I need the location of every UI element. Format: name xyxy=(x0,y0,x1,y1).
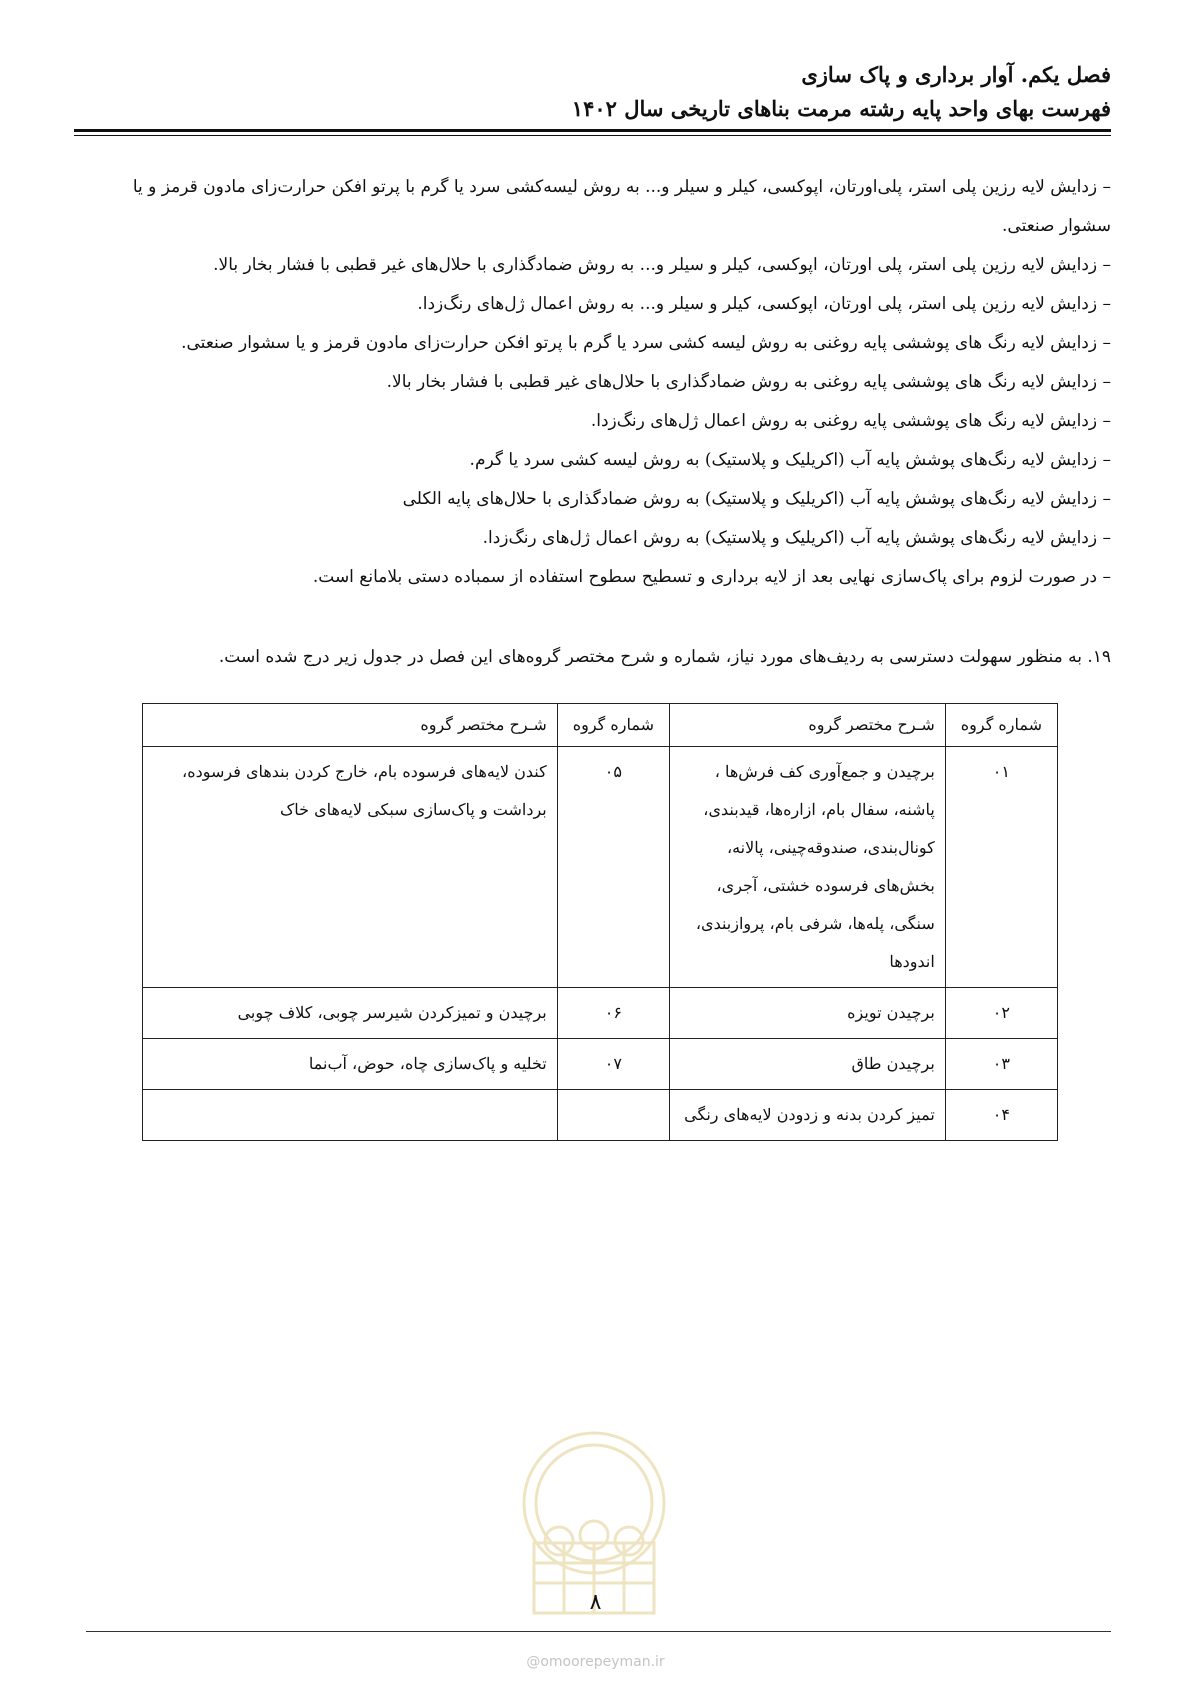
table-row xyxy=(143,1090,1058,1141)
list-item: – زدایش لایه رنگ‌های پوشش پایه آب (اکریلیک و پلاستیک) به روش لیسه کشی سرد یا گرم. xyxy=(469,450,1111,470)
group-description: برچیدن و جمع‌آوری کف فرش‌ها ، پاشنه، سفال بام، ازاره‌ها، قیدبندی، کونال‌بندی، صندوقه‌چینی، پالانه، بخش‌های فرسوده خشتی، آجری، سنگی، پله‌ها، شرفی بام، پروازبندی، اندودها xyxy=(669,747,945,988)
group-number: ۰۵ xyxy=(557,747,669,988)
list-item: – زدایش لایه رزین پلی استر، پلی اورتان، اپوکسی، کیلر و سیلر و... به روش ضمادگذاری با حلال‌های غیر قطبی با فشار بخار بالا. xyxy=(213,255,1111,275)
list-item: – در صورت لزوم برای پاک‌سازی نهایی بعد از لایه برداری و تسطیح سطوح استفاده از سمباده دستی بلامانع است. xyxy=(312,567,1111,587)
group-description: کندن لایه‌های فرسوده بام، خارج کردن بندهای فرسوده، برداشت و پاک‌سازی سبکی لایه‌های خاک xyxy=(143,747,558,988)
group-number: ۰۳ xyxy=(945,1039,1057,1090)
list-item: – زدایش لایه رنگ های پوششی پایه روغنی به روش لیسه کشی سرد یا گرم با پرتو افکن حرارت‌زای مادون قرمز و یا سشوار صنعتی. xyxy=(181,333,1111,353)
method-list xyxy=(84,168,1111,597)
list-item: – زدایش لایه رنگ های پوششی پایه روغنی به روش ضمادگذاری با حلال‌های غیر قطبی با فشار بخار بالا. xyxy=(386,372,1111,392)
group-table xyxy=(142,703,1058,1141)
list-item: – زدایش لایه رنگ‌های پوشش پایه آب (اکریلیک و پلاستیک) به روش ضمادگذاری با حلال‌های پایه الکلی xyxy=(402,489,1111,509)
group-description xyxy=(143,1090,558,1141)
column-header: شماره گروه xyxy=(945,704,1057,747)
footer-handle: @omoorepeyman.ir xyxy=(526,1654,665,1670)
group-description: تمیز کردن بدنه و زدودن لایه‌های رنگی xyxy=(669,1090,945,1141)
group-description: برچیدن طاق xyxy=(669,1039,945,1090)
table-row xyxy=(143,747,1058,988)
document-subtitle: فهرست بهای واحد پایه رشته مرمت بناهای تاریخی سال ۱۴۰۲ xyxy=(571,96,1111,121)
list-item: – زدایش لایه رنگ‌های پوشش پایه آب (اکریلیک و پلاستیک) به روش اعمال ژل‌های رنگ‌زدا. xyxy=(482,528,1111,548)
table-row xyxy=(143,1039,1058,1090)
column-header: شـرح مختصر گروه xyxy=(669,704,945,747)
group-number: ۰۲ xyxy=(945,988,1057,1039)
table-header-row xyxy=(143,704,1058,747)
group-description: تخلیه و پاک‌سازی چاه، حوض، آب‌نما xyxy=(143,1039,558,1090)
header-rule-thick xyxy=(74,129,1111,132)
chapter-title: فصل یکم. آوار برداری و پاک سازی xyxy=(801,62,1111,87)
column-header: شـرح مختصر گروه xyxy=(143,704,558,747)
section-note: ۱۹. به منظور سهولت دسترسی به ردیف‌های مورد نیاز، شماره و شرح مختصر گروه‌های این فصل در جدول زیر درج شده است. xyxy=(218,647,1111,667)
group-number: ۰۴ xyxy=(945,1090,1057,1141)
footer-rule xyxy=(86,1631,1111,1632)
list-item: – زدایش لایه رنگ های پوششی پایه روغنی به روش اعمال ژل‌های رنگ‌زدا. xyxy=(590,411,1111,431)
page-header xyxy=(74,58,1111,126)
group-number xyxy=(557,1090,669,1141)
page-number: ۸ xyxy=(589,1590,602,1615)
list-item: – زدایش لایه رزین پلی استر، پلی اورتان، اپوکسی، کیلر و سیلر و... به روش اعمال ژل‌های رنگ‌زدا. xyxy=(417,294,1111,314)
group-description: برچیدن تویزه xyxy=(669,988,945,1039)
list-item: – زدایش لایه رزین پلی استر، پلی‌اورتان، اپوکسی، کیلر و سیلر و... به روش لیسه‌کشی سرد یا گرم با پرتو افکن حرارت‌زای مادون قرمز و یا سشوار صنعتی. xyxy=(132,177,1111,236)
group-description: برچیدن و تمیزکردن شیرسر چوبی، کلاف چوبی xyxy=(143,988,558,1039)
table-row xyxy=(143,988,1058,1039)
group-number: ۰۱ xyxy=(945,747,1057,988)
header-rule-thin xyxy=(74,135,1111,136)
group-number: ۰۶ xyxy=(557,988,669,1039)
group-number: ۰۷ xyxy=(557,1039,669,1090)
column-header: شماره گروه xyxy=(557,704,669,747)
